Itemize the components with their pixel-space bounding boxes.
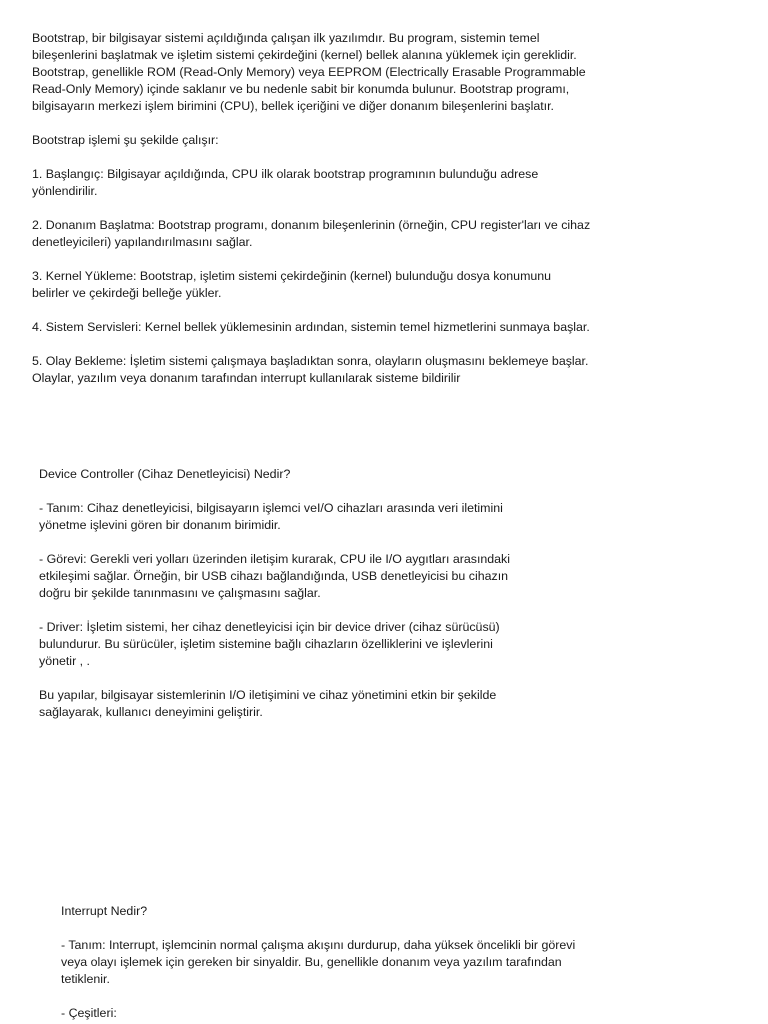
bootstrap-process-heading: Bootstrap işlemi şu şekilde çalışır: [32,133,219,147]
interrupt-section [61,903,621,1022]
bootstrap-step-4: 4. Sistem Servisleri: Kernel bellek yüklemesinin ardından, sistemin temel hizmetlerini sunmaya başlar. [32,320,590,334]
device-controller-driver: - Driver: İşletim sistemi, her cihaz denetleyicisi için bir device driver (cihaz sürücüsü) bulundurur. Bu sürücüler, işletim sistemine bağlı cihazların özelliklerini ve işlevlerini yönetir , . [39,620,500,668]
bootstrap-step-3: 3. Kernel Yükleme: Bootstrap, işletim sistemi çekirdeğinin (kernel) bulunduğu dosya konumunu belirler ve çekirdeği belleğe yükler. [32,269,552,300]
interrupt-types-label: - Çeşitleri: [61,1006,117,1020]
device-controller-heading: Device Controller (Cihaz Denetleyicisi) Nedir? [39,467,291,481]
device-controller-role: - Görevi: Gerekli veri yolları üzerinden iletişim kurarak, CPU ile I/O aygıtları arasındaki etkileşimi sağlar. Örneğin, bir USB cihazı bağlandığında, USB denetleyicisi bu cihazın doğru bir şekilde tanınmasını ve çalışmasını sağlar. [39,552,511,600]
bootstrap-intro-paragraph: Bootstrap, bir bilgisayar sistemi açıldığında çalışan ilk yazılımdır. Bu program, sistemin temel bileşenlerini başlatmak ve işletim sistemi çekirdeğini (kernel) bellek alanına yüklemek için gereklidir. Bootstrap, genellikle ROM (Read-Only Memory) veya EEPROM (Electrically Erasable Programmable Read-Only Memory) içinde saklanır ve bu nedenle sabit bir konumda bulunur. Bootstrap programı, bilgisayarın merkezi işlem birimini (CPU), bellek içeriğini ve diğer donanım bileşenlerini başlatır. [32,31,586,113]
device-controller-summary: Bu yapılar, bilgisayar sistemlerinin I/O iletişimini ve cihaz yönetimini etkin bir şekilde sağlayarak, kullanıcı deneyimini geliştirir. [39,688,497,719]
bootstrap-step-5: 5. Olay Bekleme: İşletim sistemi çalışmaya başladıktan sonra, olayların oluşmasını beklemeye başlar. Olaylar, yazılım veya donanım tarafından interrupt kullanılarak sisteme bildirilir [32,354,589,385]
device-controller-definition: - Tanım: Cihaz denetleyicisi, bilgisayarın işlemci veI/O cihazları arasında veri iletimini yönetme işlevini gören bir donanım birimidir. [39,501,503,532]
bootstrap-step-1: 1. Başlangıç: Bilgisayar açıldığında, CPU ilk olarak bootstrap programının bulunduğu adrese yönlendirilir. [32,167,539,198]
interrupt-heading: Interrupt Nedir? [61,904,148,918]
bootstrap-section [32,30,632,387]
device-controller-section [39,466,549,721]
interrupt-definition: - Tanım: Interrupt, işlemcinin normal çalışma akışını durdurup, daha yüksek öncelikli bir görevi veya olayı işlemek için gereken bir sinyaldir. Bu, genellikle donanım veya yazılım tarafından tetiklenir. [61,938,576,986]
bootstrap-step-2: 2. Donanım Başlatma: Bootstrap programı, donanım bileşenlerinin (örneğin, CPU register'ları ve cihaz denetleyicileri) yapılandırılmasını sağlar. [32,218,591,249]
